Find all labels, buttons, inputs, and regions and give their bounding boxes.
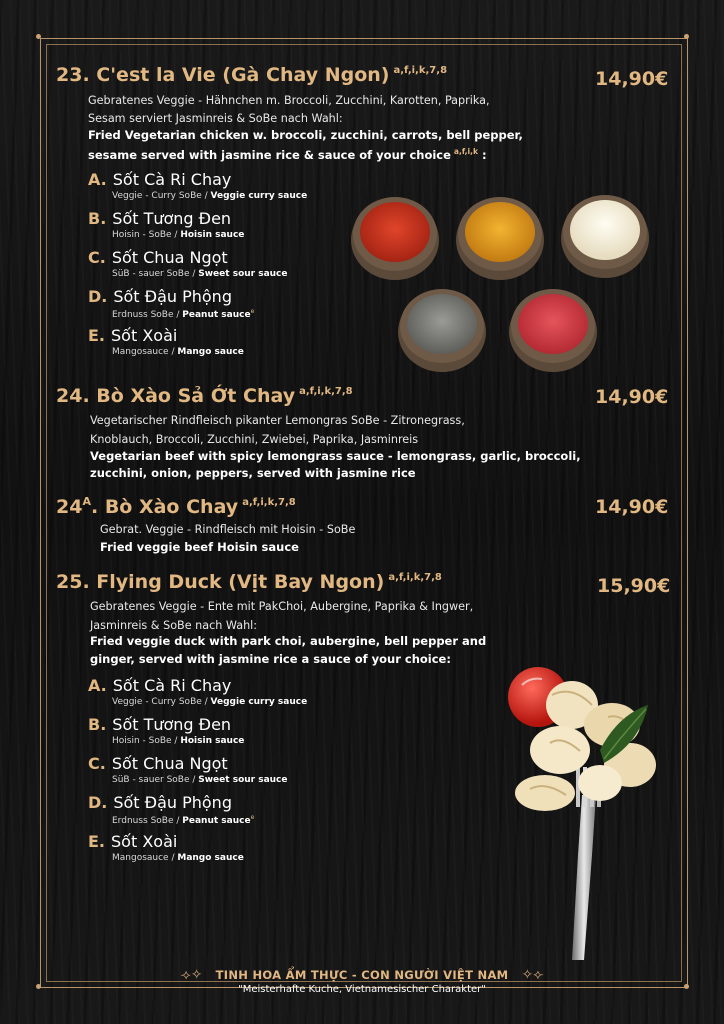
sauce-option: C. Sốt Chua Ngọt SüB - sauer SoBe / Sweet sour sauce (88, 248, 288, 279)
bowl-curry (456, 197, 544, 280)
description-de: Sesam serviert Jasminreis & SoBe nach Wahl: (88, 112, 343, 125)
footer-subtitle: "Meisterhafte Kuche, Vietnamesischer Charakter" (238, 984, 486, 995)
sauce-option: B. Sốt Tương Đen Hoisin - SoBe / Hoisin sauce (88, 715, 245, 746)
corner-ornament (684, 34, 689, 39)
sauce-option: B. Sốt Tương Đen Hoisin - SoBe / Hoisin sauce (88, 209, 245, 240)
menu-item-price: 14,90€ (595, 496, 669, 518)
bowl-mayo (561, 195, 649, 278)
menu-item-title: 23. C'est la Vie (Gà Chay Ngon) $^{a,f,i,k,7,8}$ (56, 64, 448, 86)
pasta-fork-image (500, 655, 680, 965)
bowl-red-spice (351, 197, 439, 280)
description-en: zucchini, onion, peppers, served with jasmine rice (90, 466, 416, 480)
menu-item-title: $24^A$. Bò Xào Chay $^{a,f,i,k,7,8}$ (56, 495, 296, 518)
description-de: Vegetarischer Rindfleisch pikanter Lemongras SoBe - Zitronegrass, (90, 414, 465, 427)
menu-item-price: 15,90€ (597, 575, 671, 597)
sauce-option: D. Sốt Đậu Phộng Erdnuss SoBe / Peanut sauce$^e$ (88, 793, 255, 826)
description-de: Jasminreis & SoBe nach Wahl: (90, 619, 258, 632)
description-en: Fried Vegetarian chicken w. broccoli, zucchini, carrots, bell pepper, (88, 128, 523, 142)
menu-item-title: 25. Flying Duck (Vịt Bay Ngon) $^{a,f,i,k,7,8}$ (56, 571, 442, 593)
description-de: Gebratenes Veggie - Hähnchen m. Broccoli, Zucchini, Karotten, Paprika, (88, 94, 490, 107)
flourish-left-icon: ⟢✧ (180, 967, 203, 983)
menu-item-title: 24. Bò Xào Sả Ớt Chay $^{a,f,i,k,7,8}$ (56, 385, 353, 407)
description-en: ginger, served with jasmine rice a sauce of your choice: (90, 652, 451, 666)
sauce-option: C. Sốt Chua Ngọt SüB - sauer SoBe / Sweet sour sauce (88, 754, 288, 785)
description-de: Gebrat. Veggie - Rindfleisch mit Hoisin - SoBe (100, 523, 356, 536)
footer-title-row (0, 964, 724, 983)
description-en: Fried veggie duck with park choi, aubergine, bell pepper and (90, 634, 487, 648)
sauce-option: A. Sốt Cà Ri Chay Veggie - Curry SoBe / Veggie curry sauce (88, 170, 308, 201)
sauce-option: D. Sốt Đậu Phộng Erdnuss SoBe / Peanut sauce$^e$ (88, 287, 255, 320)
description-en: Vegetarian beef with spicy lemongrass sauce - lemongrass, garlic, broccoli, (90, 449, 581, 463)
bowl-sauce (509, 289, 597, 372)
menu-item-price: 14,90€ (595, 386, 669, 408)
sauce-option: E. Sốt Xoài Mangosauce / Mango sauce (88, 832, 244, 863)
flourish-right-icon: ✧⟣ (521, 967, 544, 983)
fork-icon (572, 795, 596, 960)
footer-title: TINH HOA ẨM THỰC - CON NGƯỜI VIỆT NAM (215, 968, 509, 982)
corner-ornament (36, 34, 41, 39)
sauce-option: E. Sốt Xoài Mangosauce / Mango sauce (88, 326, 244, 357)
description-en: Fried veggie beef Hoisin sauce (100, 540, 299, 554)
menu-item-price: 14,90€ (595, 68, 669, 90)
sauce-option: A. Sốt Cà Ri Chay Veggie - Curry SoBe / Veggie curry sauce (88, 676, 308, 707)
description-en: sesame served with jasmine rice & sauce of your choice $^{a,f,i,k}$ : (88, 147, 487, 162)
description-de: Knoblauch, Broccoli, Zucchini, Zwiebei, Paprika, Jasminreis (90, 433, 419, 446)
sauce-bowls-image (345, 182, 655, 382)
description-de: Gebratenes Veggie - Ente mit PakChoi, Aubergine, Paprika & Ingwer, (90, 600, 474, 613)
bowl-pepper (398, 289, 486, 372)
